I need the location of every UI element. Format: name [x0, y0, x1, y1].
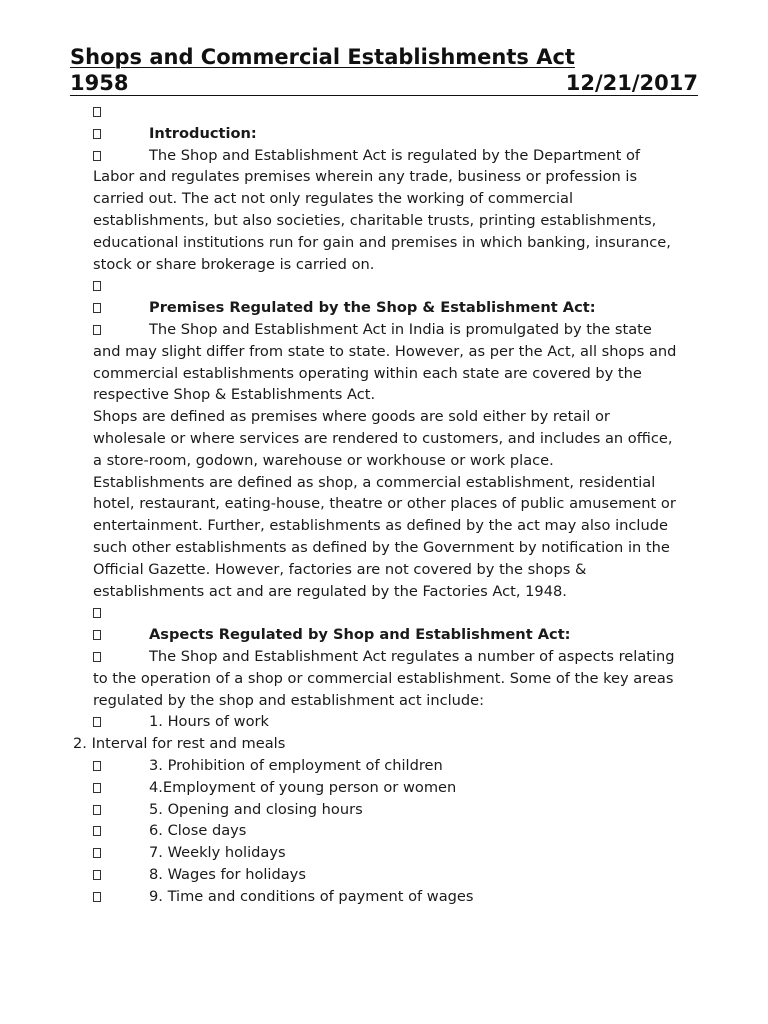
list-item-text: 3. Prohibition of employment of children — [149, 756, 443, 774]
premises-heading: Premises Regulated by the Shop & Establishment Act: — [149, 299, 596, 317]
title-year: 1958 — [70, 71, 129, 95]
premises-paragraph-1 — [93, 319, 683, 406]
aspects-text: The Shop and Establishment Act regulates a number of aspects relating to the operation of a shop or commercial establishment. Some of the key areas regulated by the shop and establishment act include: — [93, 647, 675, 709]
premises-paragraph-3 — [93, 472, 683, 603]
document-body — [73, 101, 683, 907]
blank-bullet-row — [93, 101, 683, 123]
list-item-text: 7. Weekly holidays — [149, 844, 286, 862]
aspects-heading: Aspects Regulated by Shop and Establishment Act: — [149, 626, 571, 644]
box-bullet-icon — [93, 761, 101, 771]
title-date: 12/21/2017 — [565, 71, 698, 95]
list-item — [93, 777, 683, 799]
introduction-paragraph — [93, 145, 683, 276]
premises-paragraph-2 — [93, 406, 683, 471]
list-item — [73, 733, 683, 755]
title-line-1: Shops and Commercial Establishments Act — [70, 45, 575, 69]
box-bullet-icon — [93, 129, 101, 139]
list-item-text: 5. Opening and closing hours — [149, 800, 363, 818]
box-bullet-icon — [93, 717, 101, 727]
list-item — [93, 842, 683, 864]
blank-bullet-row — [93, 275, 683, 297]
box-bullet-icon — [93, 652, 101, 662]
box-bullet-icon — [93, 848, 101, 858]
box-bullet-icon — [93, 630, 101, 640]
box-bullet-icon — [93, 281, 101, 291]
list-item — [93, 755, 683, 777]
box-bullet-icon — [93, 303, 101, 313]
list-item — [93, 820, 683, 842]
document-title — [70, 44, 698, 96]
list-item — [93, 711, 683, 733]
blank-bullet-row — [93, 602, 683, 624]
box-bullet-icon — [93, 783, 101, 793]
box-bullet-icon — [93, 805, 101, 815]
premises-text-2: Shops are defined as premises where goods are sold either by retail or wholesale or where services are rendered to customers, and includes an office, a store-room, godown, warehouse or workhouse or work place. — [93, 408, 673, 469]
introduction-heading: Introduction: — [149, 124, 257, 142]
list-item-text: 4.Employment of young person or women — [149, 778, 457, 796]
list-item — [93, 864, 683, 886]
premises-text-1: The Shop and Establishment Act in India is promulgated by the state and may slight differ from state to state. However, as per the Act, all shops and commercial establishments operating within each state are covered by the respective Shop & Establishments Act. — [93, 320, 677, 404]
premises-heading-row — [93, 297, 683, 319]
box-bullet-icon — [93, 608, 101, 618]
aspects-heading-row — [93, 624, 683, 646]
box-bullet-icon — [93, 826, 101, 836]
introduction-text: The Shop and Establishment Act is regulated by the Department of Labor and regulates premises wherein any trade, business or profession is carried out. The act not only regulates the working of commercial establishments, but also societies, charitable trusts, printing establishments, educational institutions run for gain and premises in which banking, insurance, stock or share brokerage is carried on. — [93, 146, 671, 273]
premises-text-3: Establishments are defined as shop, a commercial establishment, residential hotel, restaurant, eating-house, theatre or other places of public amusement or entertainment. Further, establishments as defined by the act may also include such other establishments as defined by the Government by notification in the Official Gazette. However, factories are not covered by the shops & establishments act and are regulated by the Factories Act, 1948. — [93, 473, 676, 600]
list-item-text: 9. Time and conditions of payment of wages — [149, 887, 474, 905]
title-line-2 — [70, 70, 698, 96]
list-item — [93, 886, 683, 908]
box-bullet-icon — [93, 892, 101, 902]
list-item-text: 1. Hours of work — [149, 713, 269, 731]
box-bullet-icon — [93, 325, 101, 335]
introduction-heading-row — [93, 123, 683, 145]
list-item-text: 2. Interval for rest and meals — [73, 735, 286, 753]
list-item-text: 6. Close days — [149, 822, 247, 840]
box-bullet-icon — [93, 151, 101, 161]
aspects-paragraph — [93, 646, 683, 711]
list-item — [93, 799, 683, 821]
box-bullet-icon — [93, 870, 101, 880]
box-bullet-icon — [93, 107, 101, 117]
list-item-text: 8. Wages for holidays — [149, 865, 306, 883]
